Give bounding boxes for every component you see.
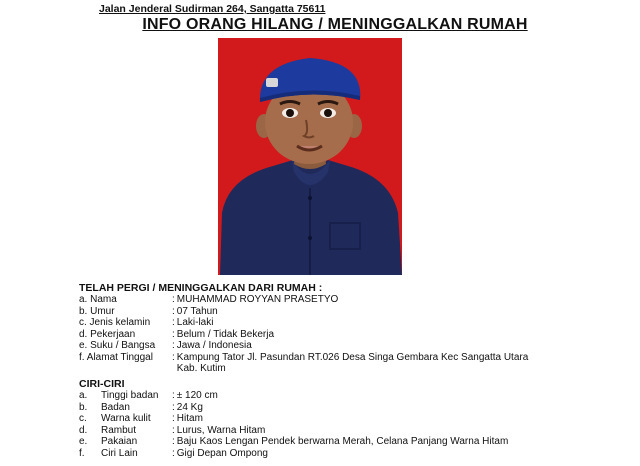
section-heading-characteristics: CIRI-CIRI bbox=[79, 378, 125, 390]
char-label: Badan bbox=[101, 401, 130, 413]
char-key: b. bbox=[79, 401, 88, 413]
info-value: : Laki-laki bbox=[172, 317, 214, 328]
char-value: : Hitam bbox=[172, 413, 203, 424]
char-key: d. bbox=[79, 424, 88, 436]
char-value: : 24 Kg bbox=[172, 401, 203, 413]
char-label: Ciri Lain bbox=[101, 447, 138, 459]
info-value: : Kampung Tator Jl. Pasundan RT.026 Desa Singa Gembara Kec Sangatta Utara Kab. Kutim bbox=[172, 351, 529, 374]
char-value: : ± 120 cm bbox=[172, 390, 218, 401]
char-key: a. bbox=[79, 390, 88, 401]
info-label: c. Jenis kelamin bbox=[79, 317, 151, 328]
char-row-other bbox=[79, 448, 592, 460]
page-title: INFO ORANG HILANG / MENINGGALKAN RUMAH bbox=[142, 16, 528, 33]
info-label: d. Pekerjaan bbox=[79, 328, 136, 340]
char-label: Tinggi badan bbox=[101, 390, 159, 401]
info-label: e. Suku / Bangsa bbox=[79, 340, 156, 351]
char-row-height bbox=[79, 390, 592, 402]
personal-info-list bbox=[79, 294, 542, 375]
char-value: : Lurus, Warna Hitam bbox=[172, 424, 266, 436]
info-label: a. Nama bbox=[79, 294, 117, 305]
section-heading-left-home: TELAH PERGI / MENINGGALKAN DARI RUMAH : bbox=[79, 282, 323, 294]
char-value: : Baju Kaos Lengan Pendek berwarna Merah, Celana Panjang Warna Hitam bbox=[172, 436, 509, 447]
char-value: : Gigi Depan Ompong bbox=[172, 447, 268, 459]
char-label: Warna kulit bbox=[101, 413, 151, 424]
info-value: : Jawa / Indonesia bbox=[172, 340, 252, 351]
missing-person-photo bbox=[218, 38, 402, 275]
info-value: : MUHAMMAD ROYYAN PRASETYO bbox=[172, 294, 339, 305]
char-key: f. bbox=[79, 447, 85, 459]
info-label: b. Umur bbox=[79, 305, 115, 317]
info-row-age bbox=[79, 306, 542, 318]
info-row-gender bbox=[79, 317, 542, 329]
char-key: e. bbox=[79, 436, 88, 447]
info-value: : Belum / Tidak Bekerja bbox=[172, 328, 275, 340]
info-value: : 07 Tahun bbox=[172, 305, 218, 317]
char-label: Pakaian bbox=[101, 436, 138, 447]
info-label: f. Alamat Tinggal bbox=[79, 351, 153, 363]
char-key: c. bbox=[79, 413, 87, 424]
info-row-occupation bbox=[79, 329, 542, 341]
char-row-weight bbox=[79, 402, 592, 414]
char-row-clothing bbox=[79, 436, 592, 448]
characteristics-list bbox=[79, 390, 592, 459]
address-line: Jalan Jenderal Sudirman 264, Sangatta 75611 bbox=[99, 3, 326, 15]
char-row-skin bbox=[79, 413, 592, 425]
char-label: Rambut bbox=[101, 424, 137, 436]
info-row-address bbox=[79, 352, 542, 375]
info-row-name bbox=[79, 294, 542, 306]
child-portrait-illustration bbox=[218, 38, 402, 275]
char-row-hair bbox=[79, 425, 592, 437]
info-row-ethnicity bbox=[79, 340, 542, 352]
